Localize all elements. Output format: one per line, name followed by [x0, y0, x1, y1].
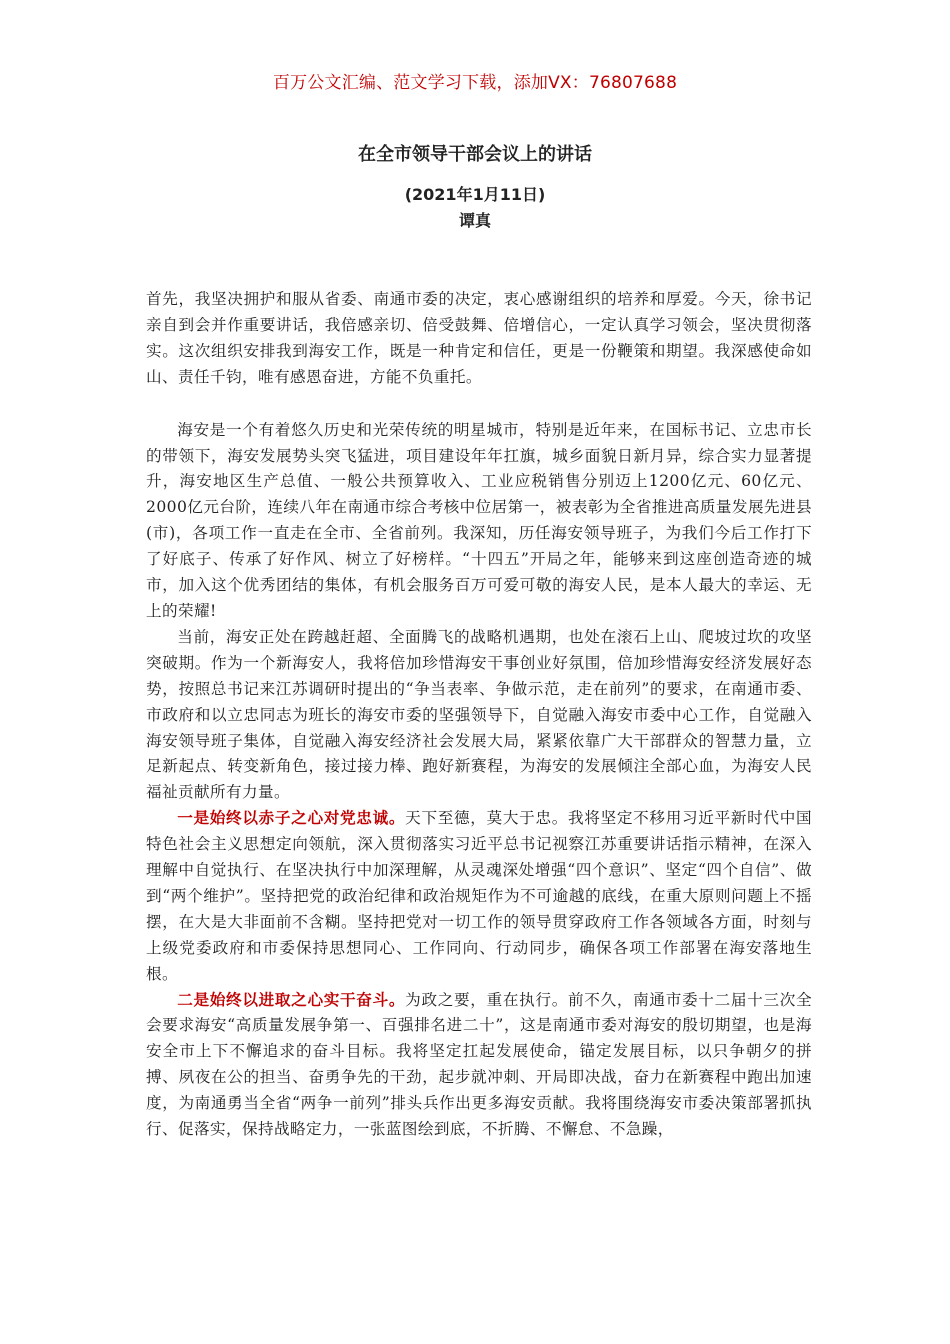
paragraph-striving-heading: 二是始终以进取之心实干奋斗。 — [177, 990, 406, 1009]
speech-body — [146, 287, 812, 1143]
paragraph-striving — [146, 988, 812, 1143]
speech-date: (2021年1月11日) — [404, 185, 546, 204]
paragraph-current-stage: 当前，海安正处在跨越赶超、全面腾飞的战略机遇期，也处在滚石上山、爬坡过坎的攻坚突破期。作为一个新海安人，我将倍加珍惜海安干事创业好氛围，倍加珍惜海安经济发展好态势，按照总书记来江苏调研时提出的“争当表率、争做示范，走在前列”的要求，在南通市委、市政府和以立忠同志为班长的海安市委的坚强领导下，自觉融入海安市委中心工作，自觉融入海安领导班子集体，自觉融入海安经济社会发展大局，紧紧依靠广大干部群众的智慧力量，立足新起点、转变新角色，接过接力棒、跑好新赛程，为海安的发展倾注全部心血，为海安人民福祉贡献所有力量。 — [146, 627, 812, 802]
paragraph-haian-history: 海安是一个有着悠久历史和光荣传统的明星城市，特别是近年来，在国标书记、立忠市长的带领下，海安发展势头突飞猛进，项目建设年年扛旗，城乡面貌日新月异，综合实力显著提升，海安地区生产总值、一般公共预算收入、工业应税销售分别迈上1200亿元、60亿元、2000亿元台阶，连续八年在南通市综合考核中位居第一，被表彰为全省推进高质量发展先进县(市)，各项工作一直走在全市、全省前列。我深知，历任海安领导班子，为我们今后工作打下了好底子、传承了好作风、树立了好榜样。“十四五”开局之年，能够来到这座创造奇迹的城市，加入这个优秀团结的集体，有机会服务百万可爱可敬的海安人民，是本人最大的幸运、无上的荣耀! — [146, 420, 812, 620]
speech-title: 在全市领导干部会议上的讲话 — [358, 144, 592, 165]
paragraph-striving-text: 为政之要，重在执行。前不久，南通市委十二届十三次全会要求海安“高质量发展争第一、百强排名进二十”，这是南通市委对海安的殷切期望，也是海安全市上下不懈追求的奋斗目标。我将坚定扛起发展使命，锚定发展目标，以只争朝夕的拼搏、夙夜在公的担当、奋勇争先的干劲，起步就冲刺、开局即决战，奋力在新赛程中跑出加速度，为南通勇当全省“两争一前列”排头兵作出更多海安贡献。我将围绕海安市委决策部署抓执行、促落实，保持战略定力，一张蓝图绘到底，不折腾、不懈怠、不急躁， — [146, 990, 812, 1139]
paragraph-loyalty-text: 天下至德，莫大于忠。我将坚定不移用习近平新时代中国特色社会主义思想定向领航，深入贯彻落实习近平总书记视察江苏重要讲话指示精神，在深入理解中自觉执行、在坚决执行中加深理解，从灵魂深处增强“四个意识”、坚定“四个自信”、做到“两个维护”。坚持把党的政治纪律和政治规矩作为不可逾越的底线，在重大原则问题上不摇摆，在大是大非面前不含糊。坚持把党对一切工作的领导贯穿政府工作各领域各方面，时刻与上级党委政府和市委保持思想同心、工作同向、行动同步，确保各项工作部署在海安落地生根。 — [146, 809, 812, 983]
paragraph-opening: 首先，我坚决拥护和服从省委、南通市委的决定，衷心感谢组织的培养和厚爱。今天，徐书记亲自到会并作重要讲话，我倍感亲切、倍受鼓舞、倍增信心，一定认真学习领会，坚决贯彻落实。这次组织安排我到海安工作，既是一种肯定和信任，更是一份鞭策和期望。我深感使命如山、责任千钧，唯有感恩奋进，方能不负重托。 — [146, 290, 812, 386]
paragraph-loyalty — [146, 806, 812, 987]
promo-banner: 百万公文汇编、范文学习下载，添加VX：76807688 — [272, 73, 678, 93]
speech-author: 谭真 — [458, 211, 491, 230]
paragraph-loyalty-heading: 一是始终以赤子之心对党忠诚。 — [177, 809, 406, 828]
